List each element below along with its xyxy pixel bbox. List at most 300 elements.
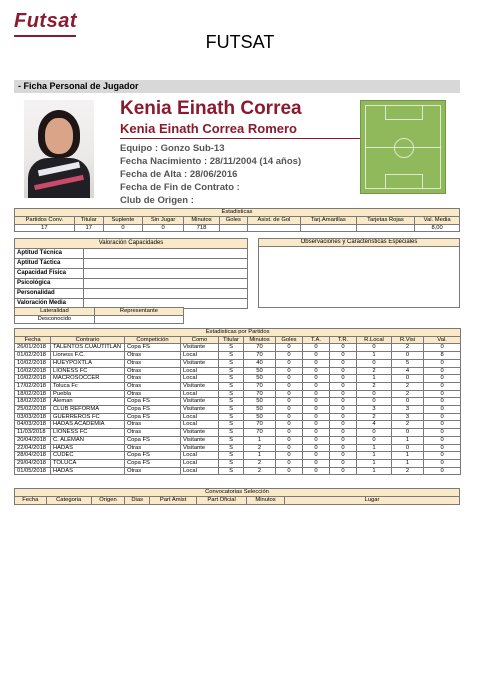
estadisticas-value: 8,00: [415, 224, 460, 232]
observaciones-body: [259, 247, 460, 308]
partidos-cell: Local: [181, 421, 219, 429]
partidos-cell: LIONESS FC: [51, 429, 125, 437]
estadisticas-table: [14, 208, 460, 232]
partidos-cell: 0: [424, 452, 461, 460]
partidos-caption: Estadisticas por Partidos: [15, 329, 461, 337]
valoracion-row: [15, 279, 248, 289]
partidos-cell: Local: [181, 367, 219, 375]
partidos-cell: CUDEC: [51, 452, 125, 460]
partidos-cell: S: [219, 429, 244, 437]
partidos-cell: GUERREROS FC: [51, 413, 125, 421]
partidos-cell: 0: [330, 352, 357, 360]
partidos-cell: 70: [244, 344, 276, 352]
partidos-header: R.Local: [357, 336, 392, 344]
partidos-cell: 70: [244, 390, 276, 398]
partidos-cell: 25/02/2018: [15, 406, 51, 414]
valoracion-label: Capacidad Física: [15, 269, 84, 279]
partidos-cell: Copa FS: [125, 413, 181, 421]
valoracion-label: Personalidad: [15, 289, 84, 299]
partidos-cell: 5: [392, 359, 424, 367]
partidos-header: Minutos: [244, 336, 276, 344]
partidos-cell: Copa FS: [125, 406, 181, 414]
partidos-cell: Local: [181, 459, 219, 467]
lateralidad-value: [94, 316, 183, 324]
table-row: [15, 382, 461, 390]
estadisticas-caption: Estadisticas: [15, 209, 460, 217]
partidos-cell: Otras: [125, 390, 181, 398]
estadisticas-value: 0: [103, 224, 142, 232]
convocatorias-header: Part Oficial: [197, 497, 247, 505]
partidos-cell: 50: [244, 375, 276, 383]
player-name: Kenia Einath Correa: [120, 98, 302, 119]
convocatorias-header: Part Amist: [150, 497, 197, 505]
table-row: [15, 375, 461, 383]
partidos-cell: Copa FS: [125, 398, 181, 406]
partidos-cell: 0: [303, 390, 330, 398]
partidos-cell: 0: [357, 436, 392, 444]
partidos-cell: S: [219, 344, 244, 352]
partidos-cell: 0: [357, 344, 392, 352]
field-position-diagram: [360, 100, 446, 194]
partidos-cell: 0: [303, 344, 330, 352]
partidos-header: T.R.: [330, 336, 357, 344]
partidos-cell: S: [219, 406, 244, 414]
partidos-cell: 40: [244, 359, 276, 367]
partidos-cell: 0: [303, 359, 330, 367]
valoracion-label: Aptitud Táctica: [15, 259, 84, 269]
partidos-cell: 0: [330, 421, 357, 429]
convocatorias-header: Dias: [125, 497, 150, 505]
partidos-cell: 8: [424, 352, 461, 360]
partidos-cell: Aleman: [51, 398, 125, 406]
partidos-cell: 18/02/2018: [15, 390, 51, 398]
partidos-header: R.Visi: [392, 336, 424, 344]
estadisticas-value: [247, 224, 300, 232]
partidos-cell: 0: [276, 452, 303, 460]
table-row: [15, 359, 461, 367]
partidos-cell: 0: [330, 413, 357, 421]
partidos-cell: 1: [357, 444, 392, 452]
partidos-cell: Visitante: [181, 436, 219, 444]
table-row: [15, 406, 461, 414]
estadisticas-header: Goles: [219, 216, 247, 224]
lateralidad-header: Lateralidad: [15, 308, 95, 316]
valoracion-row: [15, 289, 248, 299]
partidos-cell: 70: [244, 352, 276, 360]
partidos-cell: 18/02/2018: [15, 398, 51, 406]
estadisticas-value: 718: [184, 224, 219, 232]
partidos-cell: Visitante: [181, 359, 219, 367]
partidos-cell: Otras: [125, 421, 181, 429]
partidos-cell: 0: [303, 452, 330, 460]
partidos-cell: S: [219, 452, 244, 460]
partidos-cell: S: [219, 413, 244, 421]
partidos-cell: 0: [303, 382, 330, 390]
estadisticas-header: Sin Jugar: [142, 216, 183, 224]
estadisticas-header: Titular: [74, 216, 103, 224]
partidos-cell: Local: [181, 413, 219, 421]
partidos-cell: 3: [357, 406, 392, 414]
valoracion-value: [84, 259, 248, 269]
partidos-cell: 0: [330, 390, 357, 398]
partidos-header: Val.: [424, 336, 461, 344]
partidos-cell: Local: [181, 467, 219, 475]
partidos-cell: 2: [392, 421, 424, 429]
table-row: [15, 436, 461, 444]
partidos-cell: 1: [357, 452, 392, 460]
partidos-cell: Local: [181, 452, 219, 460]
partidos-cell: 0: [330, 436, 357, 444]
observaciones-table: [258, 238, 460, 308]
estadisticas-header: Minutos: [184, 216, 219, 224]
partidos-cell: 0: [357, 429, 392, 437]
partidos-cell: 10/02/2018: [15, 359, 51, 367]
partidos-cell: 0: [303, 375, 330, 383]
partidos-cell: Otras: [125, 375, 181, 383]
convocatorias-header: Lugar: [285, 497, 460, 505]
info-nacimiento: Fecha Nacimiento : 28/11/2004 (14 años): [120, 156, 302, 167]
partidos-cell: 2: [357, 382, 392, 390]
valoracion-label: Psicológica: [15, 279, 84, 289]
table-row: [15, 452, 461, 460]
partidos-cell: 1: [357, 459, 392, 467]
partidos-cell: 2: [392, 344, 424, 352]
partidos-cell: 2: [392, 390, 424, 398]
partidos-cell: 70: [244, 429, 276, 437]
partidos-cell: S: [219, 375, 244, 383]
valoracion-row: [15, 249, 248, 259]
partidos-cell: HADAS ACADEMIA: [51, 421, 125, 429]
partidos-cell: 0: [330, 459, 357, 467]
valoracion-value: [84, 279, 248, 289]
partidos-cell: 20/04/2018: [15, 436, 51, 444]
partidos-cell: S: [219, 367, 244, 375]
partidos-cell: 0: [276, 390, 303, 398]
valoracion-value: [84, 269, 248, 279]
partidos-cell: 0: [424, 382, 461, 390]
partidos-cell: 50: [244, 406, 276, 414]
name-divider: [120, 138, 362, 139]
partidos-cell: Local: [181, 390, 219, 398]
partidos-header: Fecha: [15, 336, 51, 344]
partidos-cell: Copa FS: [125, 344, 181, 352]
partidos-cell: 1: [392, 452, 424, 460]
table-row: [15, 421, 461, 429]
partidos-cell: Visitante: [181, 406, 219, 414]
partidos-cell: 0: [276, 421, 303, 429]
partidos-cell: HUEYPOXTLA: [51, 359, 125, 367]
lateralidad-header: Representante: [94, 308, 183, 316]
partidos-cell: 70: [244, 421, 276, 429]
partidos-cell: 0: [303, 352, 330, 360]
partidos-cell: 0: [276, 444, 303, 452]
partidos-cell: 1: [392, 459, 424, 467]
partidos-header: Titular: [219, 336, 244, 344]
partidos-cell: 01/02/2018: [15, 352, 51, 360]
partidos-cell: CLUB REFORMA: [51, 406, 125, 414]
partidos-cell: 03/03/2018: [15, 413, 51, 421]
partidos-cell: S: [219, 421, 244, 429]
partidos-cell: MACROSOCCER: [51, 375, 125, 383]
partidos-cell: S: [219, 467, 244, 475]
partidos-cell: 0: [276, 398, 303, 406]
partidos-cell: 0: [357, 359, 392, 367]
partidos-cell: S: [219, 352, 244, 360]
partidos-cell: 0: [424, 344, 461, 352]
partidos-cell: 1: [392, 436, 424, 444]
partidos-cell: TOLUCA: [51, 459, 125, 467]
estadisticas-header: Val. Media: [415, 216, 460, 224]
partidos-cell: 4: [392, 367, 424, 375]
partidos-cell: Copa FS: [125, 452, 181, 460]
partidos-cell: S: [219, 359, 244, 367]
partidos-cell: 0: [424, 398, 461, 406]
partidos-cell: Otras: [125, 382, 181, 390]
partidos-cell: 2: [357, 367, 392, 375]
info-fin-contrato: Fecha de Fin de Contrato :: [120, 182, 240, 193]
valoracion-row: [15, 269, 248, 279]
partidos-cell: Otras: [125, 352, 181, 360]
partidos-cell: 3: [392, 413, 424, 421]
partidos-cell: 0: [276, 436, 303, 444]
partidos-cell: Visitante: [181, 344, 219, 352]
partidos-cell: Visitante: [181, 382, 219, 390]
estadisticas-value: 17: [74, 224, 103, 232]
partidos-cell: 0: [424, 444, 461, 452]
partidos-cell: 29/04/2018: [15, 459, 51, 467]
partidos-cell: 2: [392, 467, 424, 475]
partidos-cell: 0: [392, 398, 424, 406]
partidos-cell: 0: [330, 375, 357, 383]
partidos-cell: S: [219, 444, 244, 452]
partidos-cell: Puebla: [51, 390, 125, 398]
section-title: - Ficha Personal de Jugador: [14, 80, 460, 93]
partidos-cell: 0: [424, 429, 461, 437]
convocatorias-header: Categoria: [46, 497, 91, 505]
table-row: [15, 467, 461, 475]
partidos-header: Competición: [125, 336, 181, 344]
partidos-cell: 50: [244, 367, 276, 375]
valoracion-value: [84, 249, 248, 259]
partidos-cell: 0: [424, 406, 461, 414]
partidos-cell: 0: [276, 429, 303, 437]
partidos-cell: 0: [330, 382, 357, 390]
partidos-cell: HADAS: [51, 467, 125, 475]
partidos-cell: 0: [303, 406, 330, 414]
partidos-cell: 1: [357, 467, 392, 475]
partidos-cell: Lioness F.C.: [51, 352, 125, 360]
partidos-cell: Otras: [125, 367, 181, 375]
partidos-cell: C. ALEMAN: [51, 436, 125, 444]
partidos-cell: 0: [424, 467, 461, 475]
partidos-cell: 10/02/2018: [15, 375, 51, 383]
partidos-cell: Otras: [125, 429, 181, 437]
lateralidad-value: Desconocido: [15, 316, 95, 324]
partidos-cell: 0: [276, 406, 303, 414]
partidos-cell: 50: [244, 398, 276, 406]
partidos-cell: Visitante: [181, 398, 219, 406]
partidos-cell: 2: [357, 413, 392, 421]
partidos-cell: Toluca Fc: [51, 382, 125, 390]
partidos-cell: 0: [303, 444, 330, 452]
partidos-cell: 0: [330, 467, 357, 475]
player-photo: [24, 100, 94, 198]
partidos-cell: Otras: [125, 359, 181, 367]
partidos-cell: 1: [244, 436, 276, 444]
partidos-cell: 0: [276, 467, 303, 475]
partidos-cell: 0: [276, 459, 303, 467]
partidos-cell: 28/04/2018: [15, 452, 51, 460]
partidos-cell: LIONESS FC: [51, 367, 125, 375]
partidos-cell: 3: [392, 406, 424, 414]
table-row: [15, 459, 461, 467]
partidos-cell: 17/02/2018: [15, 382, 51, 390]
partidos-cell: 0: [330, 406, 357, 414]
partidos-cell: 2: [392, 382, 424, 390]
partidos-cell: 26/01/2018: [15, 344, 51, 352]
partidos-cell: 0: [303, 467, 330, 475]
valoracion-row: [15, 259, 248, 269]
partidos-cell: 0: [392, 352, 424, 360]
partidos-cell: 0: [330, 452, 357, 460]
futsat-logo: Futsat: [14, 10, 77, 33]
estadisticas-header: Partidos Conv.: [15, 216, 75, 224]
estadisticas-value: 0: [142, 224, 183, 232]
partidos-cell: 11/03/2018: [15, 429, 51, 437]
convocatorias-caption: Convocatorias Selección: [15, 489, 460, 497]
partidos-cell: 0: [330, 367, 357, 375]
table-row: [15, 444, 461, 452]
estadisticas-header: Tarjetas Rojas: [356, 216, 414, 224]
valoracion-caption: Valoración Capacidades: [15, 239, 248, 249]
partidos-table: [14, 328, 461, 475]
lateralidad-table: [14, 307, 184, 324]
partidos-cell: 70: [244, 382, 276, 390]
partidos-cell: 50: [244, 413, 276, 421]
estadisticas-value: [356, 224, 414, 232]
estadisticas-header: Asist. de Gol: [247, 216, 300, 224]
partidos-cell: 0: [424, 359, 461, 367]
valoracion-label: Aptitud Técnica: [15, 249, 84, 259]
info-club-origen: Club de Origen :: [120, 195, 194, 206]
estadisticas-value: [300, 224, 356, 232]
partidos-cell: 0: [276, 352, 303, 360]
partidos-cell: S: [219, 459, 244, 467]
partidos-cell: 1: [244, 452, 276, 460]
partidos-cell: 2: [244, 444, 276, 452]
partidos-cell: 0: [303, 429, 330, 437]
valoracion-label: Valoración Media: [15, 299, 84, 309]
partidos-cell: S: [219, 398, 244, 406]
partidos-cell: 0: [276, 413, 303, 421]
partidos-cell: 0: [303, 459, 330, 467]
partidos-cell: 04/03/2018: [15, 421, 51, 429]
partidos-cell: 0: [424, 375, 461, 383]
estadisticas-header: Tarj.Amarillas: [300, 216, 356, 224]
partidos-cell: 0: [330, 344, 357, 352]
valoracion-table: [14, 238, 248, 309]
partidos-cell: 10/02/2018: [15, 367, 51, 375]
partidos-cell: 0: [392, 375, 424, 383]
partidos-cell: 0: [330, 429, 357, 437]
partidos-cell: 0: [424, 367, 461, 375]
partidos-cell: 0: [303, 436, 330, 444]
table-row: [15, 413, 461, 421]
partidos-cell: 0: [330, 444, 357, 452]
page-title: FUTSAT: [205, 32, 275, 52]
partidos-cell: Copa FS: [125, 459, 181, 467]
table-row: [15, 344, 461, 352]
partidos-cell: Local: [181, 352, 219, 360]
estadisticas-header: Suplente: [103, 216, 142, 224]
partidos-header: Contrario: [51, 336, 125, 344]
partidos-cell: 0: [424, 421, 461, 429]
table-row: [15, 398, 461, 406]
partidos-cell: 0: [276, 382, 303, 390]
partidos-cell: TALENTOS CUAUTITLAN: [51, 344, 125, 352]
partidos-cell: S: [219, 390, 244, 398]
partidos-cell: 0: [424, 390, 461, 398]
info-alta: Fecha de Alta : 28/06/2016: [120, 169, 238, 180]
partidos-header: Como: [181, 336, 219, 344]
info-equipo: Equipo : Gonzo Sub-13: [120, 143, 225, 154]
partidos-cell: 22/04/2018: [15, 444, 51, 452]
partidos-cell: S: [219, 382, 244, 390]
table-row: [15, 390, 461, 398]
estadisticas-value: [219, 224, 247, 232]
estadisticas-value: 17: [15, 224, 75, 232]
partidos-cell: 0: [303, 367, 330, 375]
table-row: [15, 429, 461, 437]
partidos-cell: 0: [357, 390, 392, 398]
partidos-cell: Otras: [125, 444, 181, 452]
partidos-cell: 0: [424, 459, 461, 467]
partidos-cell: 2: [244, 459, 276, 467]
partidos-cell: 0: [392, 444, 424, 452]
convocatorias-header: Fecha: [15, 497, 47, 505]
partidos-cell: 0: [330, 359, 357, 367]
convocatorias-header: Origen: [91, 497, 125, 505]
convocatorias-table: [14, 488, 460, 505]
partidos-cell: 0: [276, 367, 303, 375]
partidos-cell: 4: [357, 421, 392, 429]
partidos-cell: Copa FS: [125, 436, 181, 444]
partidos-cell: Local: [181, 375, 219, 383]
partidos-cell: 0: [392, 429, 424, 437]
partidos-cell: 0: [424, 436, 461, 444]
partidos-cell: HADAS: [51, 444, 125, 452]
partidos-cell: 0: [357, 398, 392, 406]
partidos-cell: 0: [303, 413, 330, 421]
partidos-cell: Visitante: [181, 429, 219, 437]
partidos-cell: 0: [303, 398, 330, 406]
table-row: [15, 352, 461, 360]
partidos-cell: 0: [276, 359, 303, 367]
convocatorias-header: Minutos: [247, 497, 285, 505]
partidos-cell: S: [219, 436, 244, 444]
partidos-cell: 0: [276, 375, 303, 383]
partidos-cell: 0: [276, 344, 303, 352]
partidos-cell: Otras: [125, 467, 181, 475]
partidos-cell: 01/05/2018: [15, 467, 51, 475]
partidos-cell: 0: [303, 421, 330, 429]
partidos-header: T.A.: [303, 336, 330, 344]
table-row: [15, 367, 461, 375]
partidos-cell: 1: [357, 375, 392, 383]
partidos-cell: 1: [357, 352, 392, 360]
partidos-cell: Visitante: [181, 444, 219, 452]
partidos-cell: 0: [424, 413, 461, 421]
